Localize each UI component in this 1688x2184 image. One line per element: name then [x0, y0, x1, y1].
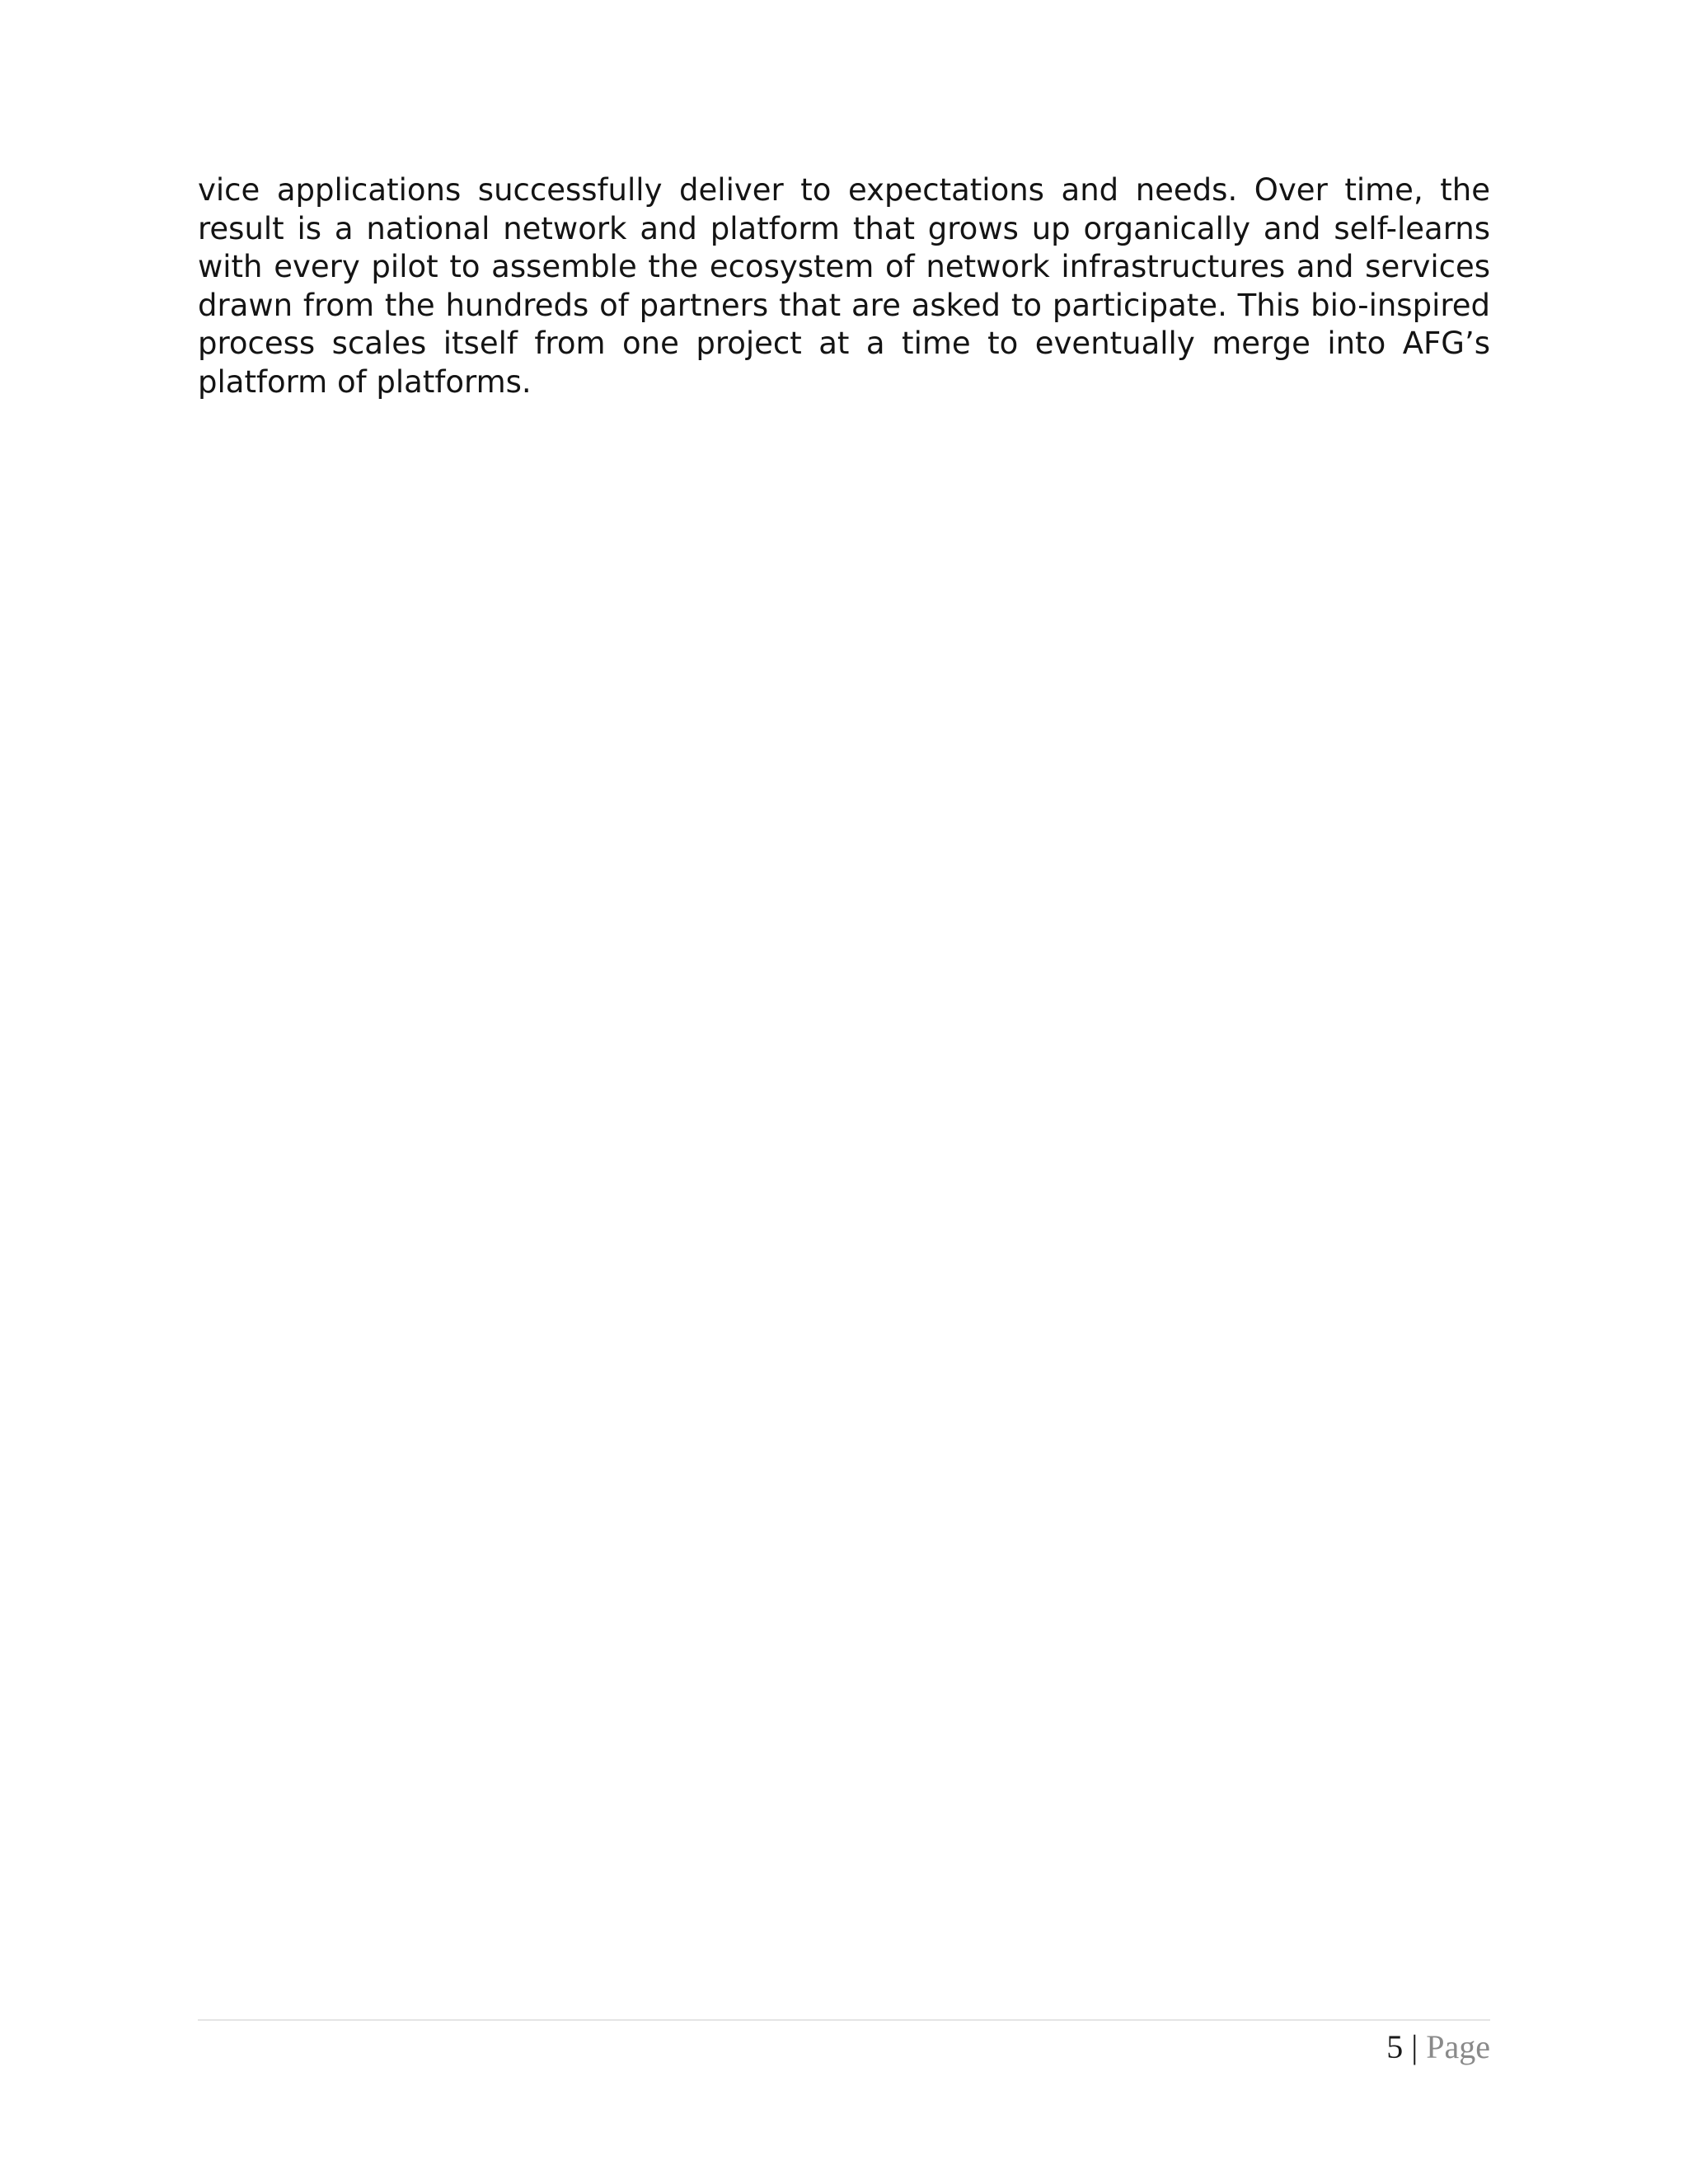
page-number: 5: [1386, 2028, 1404, 2065]
page-label: Page: [1426, 2028, 1490, 2065]
body-paragraph: vice applications successfully deliver to expectations and needs. Over time, the result is a national network and platform that grows up organically and self-learns with every pilot to assemble the ecosystem of network infrastructures and services drawn from the hundreds of partners that are asked to participate. This bio-inspired process scales itself from one project at a time to eventually merge into AFG’s platform of platforms.: [198, 172, 1490, 400]
footer-divider: [198, 2019, 1490, 2021]
page-footer: [1386, 2027, 1490, 2067]
footer-separator: |: [1411, 2028, 1418, 2065]
